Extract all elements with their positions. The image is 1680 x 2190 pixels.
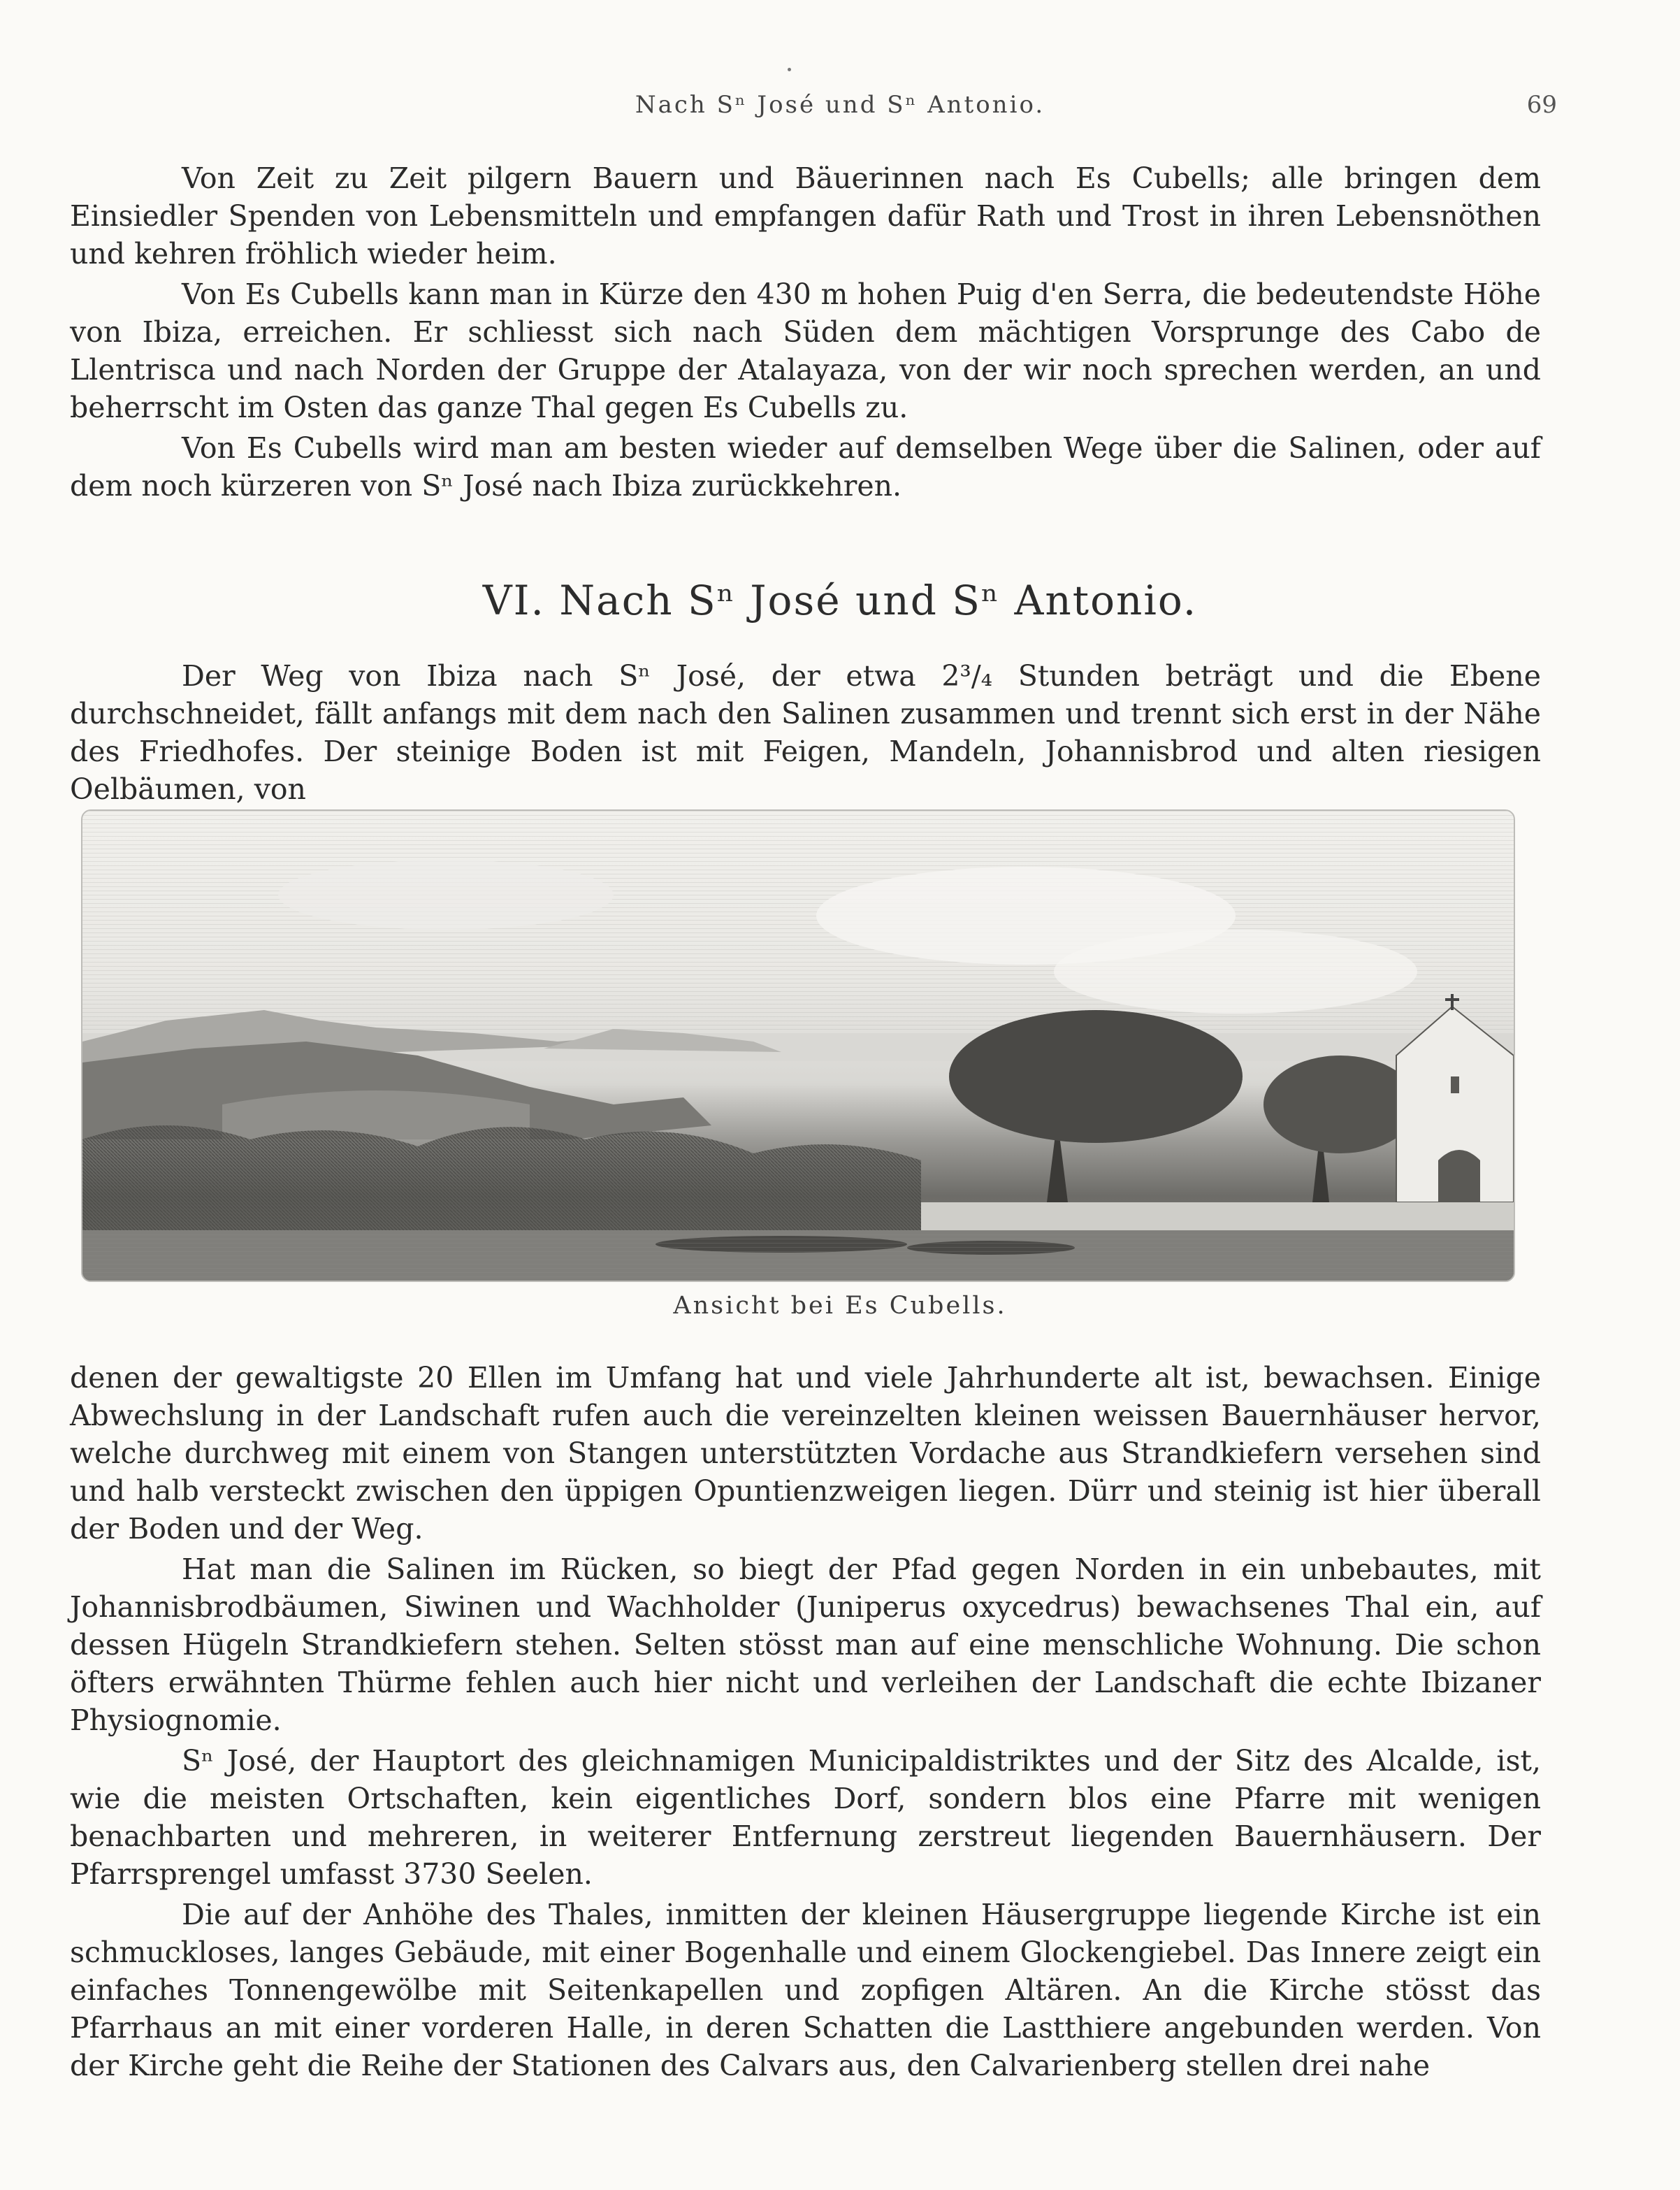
paragraph: Der Weg von Ibiza nach Sⁿ José, der etwa 2³/₄ Stunden beträgt und die Ebene durchschneidet, fällt anfangs mit dem nach den Salinen zusammen und trennt sich erst in der Nähe des Friedhofes. Der steinige Boden ist mit Feigen, Mandeln, Johannisbrod und alten riesigen Oelbäumen, von (70, 659, 1541, 806)
paragraph: denen der gewaltigste 20 Ellen im Umfang hat und viele Jahrhunderte alt ist, bewachsen. Einige Abwechslung in der Landschaft rufen auch die vereinzelten kleinen weissen Bauernhäuser hervor, welche durchweg mit einem von Stangen unterstützten Vordache aus Strandkiefern versehen sind und halb versteckt zwischen den üppigen Opuntienzweigen liegen. Dürr und steinig ist hier überall der Boden und der Weg. (70, 1361, 1541, 1546)
paragraph: Von Zeit zu Zeit pilgern Bauern und Bäuerinnen nach Es Cubells; alle bringen dem Einsiedler Spenden von Lebensmitteln und empfangen dafür Rath und Trost in ihren Lebensnöthen und kehren fröhlich wieder heim. (70, 161, 1541, 271)
intro-text-block (70, 657, 1541, 808)
running-head: Nach Sⁿ José und Sⁿ Antonio. (635, 91, 1045, 119)
page-number: 69 (1526, 91, 1557, 119)
paragraph: Von Es Cubells wird man am besten wieder auf demselben Wege über die Salinen, oder auf dem noch kürzeren von Sⁿ José nach Ibiza zurückkehren. (70, 431, 1541, 503)
paragraph: Von Es Cubells kann man in Kürze den 430 m hohen Puig d'en Serra, die bedeutendste Höhe von Ibiza, erreichen. Er schliesst sich nach Süden dem mächtigen Vorsprunge des Cabo de Llentrisca und nach Norden der Gruppe der Atalayaza, von der wir noch sprechen werden, an und beherrscht im Osten das ganze Thal gegen Es Cubells zu. (70, 278, 1541, 424)
top-text-block (70, 159, 1541, 505)
ink-dot (788, 68, 791, 71)
landscape-engraving (81, 809, 1515, 1282)
section-title: VI. Nach Sⁿ José und Sⁿ Antonio. (482, 577, 1198, 624)
paragraph: Die auf der Anhöhe des Thales, inmitten der kleinen Häusergruppe liegende Kirche ist ein schmuckloses, langes Gebäude, mit einer Bogenhalle und einem Glockengiebel. Das Innere zeigt ein einfaches Tonnengewölbe mit Seitenkapellen und zopfigen Altären. An die Kirche stösst das Pfarrhaus an mit einer vorderen Halle, in deren Schatten die Lastthiere angebunden werden. Von der Kirche geht die Reihe der Stationen des Calvars aus, den Calvarienberg stellen drei nahe (70, 1898, 1541, 2082)
bottom-text-block (70, 1359, 1541, 2084)
engraving-illustration (82, 811, 1514, 1281)
paragraph: Hat man die Salinen im Rücken, so biegt der Pfad gegen Norden in ein unbebautes, mit Johannisbrodbäumen, Siwinen und Wachholder (Juniperus oxycedrus) bewachsenes Thal ein, auf dessen Hügeln Strandkiefern stehen. Selten stösst man auf eine menschliche Wohnung. Die schon öfters erwähnten Thürme fehlen auch hier nicht und verleihen der Landschaft die echte Ibizaner Physiognomie. (70, 1553, 1541, 1737)
figure-caption: Ansicht bei Es Cubells. (673, 1292, 1007, 1320)
paragraph: Sⁿ José, der Hauptort des gleichnamigen Municipaldistriktes und der Sitz des Alcalde, ist, wie die meisten Ortschaften, kein eigentliches Dorf, sondern blos eine Pfarre mit wenigen benachbarten und mehreren, in weiterer Entfernung zerstreut liegenden Bauernhäusern. Der Pfarrsprengel umfasst 3730 Seelen. (70, 1744, 1541, 1891)
